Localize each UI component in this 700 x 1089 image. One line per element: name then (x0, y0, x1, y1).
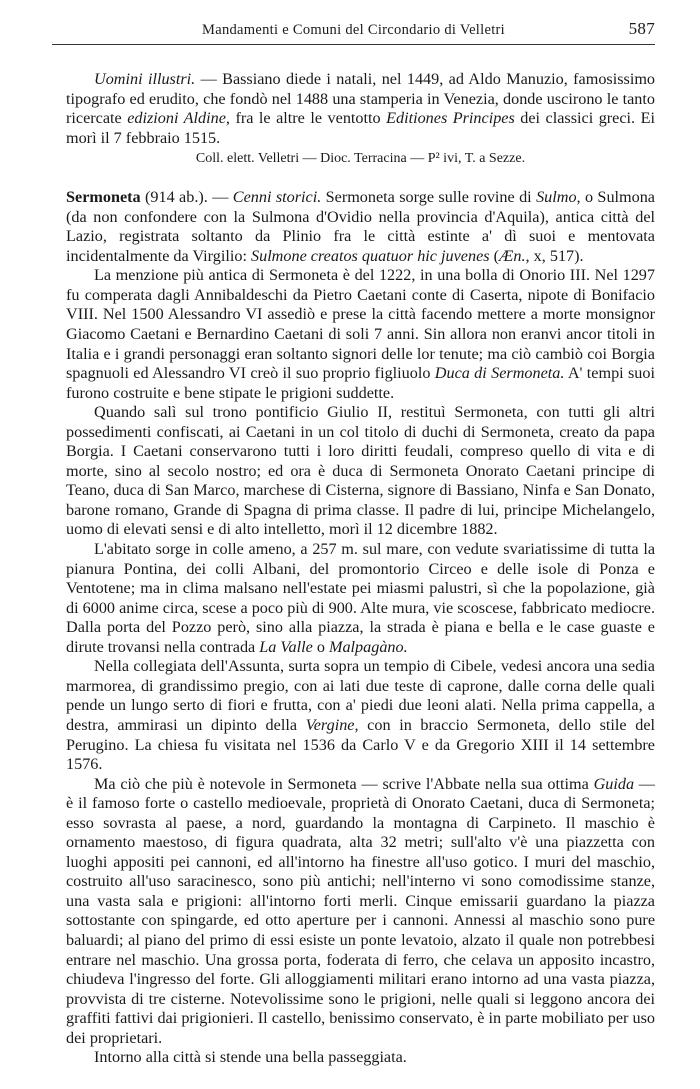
paragraph-giulio-ii: Quando salì sul trono pontificio Giulio II, restituì Sermoneta, con tutti gli altri possedimenti confiscati, ai Caetani in un col titolo di duchi di Sermoneta, creato da papa Borgia. I Caetani conservarono tutti i loro diritti feudali, compreso quello di vita e di morte, sino al secolo nostro; ed ora è duca di Sermoneta Onorato Caetani principe di Teano, duca di San Marco, marchese di Cisterna, signore di Bassiano, Ninfa e San Donato, barone romano, Grande di Spagna di prima classe. Il padre di lui, principe Michelangelo, uomo di elevati sensi e di alto intelletto, morì il 12 dicembre 1882. (66, 403, 655, 539)
paragraph-sermoneta-cenni (66, 188, 655, 266)
running-title: Mandamenti e Comuni del Circondario di Velletri (202, 22, 505, 38)
text-run-italic: Editiones Principes (386, 109, 515, 128)
text-run-italic: Sulmo, (536, 188, 581, 207)
text-run-italic: Vergine, (305, 715, 359, 734)
section-heading-cenni-storici: Cenni storici. (232, 188, 322, 207)
text-run: A' tempi suoi furono costruite e bene stipate le prigioni suddette. (66, 364, 655, 402)
text-run: dei classici greci. Ei morì il 7 febbraio 1515. (66, 109, 655, 147)
section-heading-uomini-illustri: Uomini illustri. (94, 70, 196, 88)
text-run-italic: Guida (593, 774, 635, 793)
text-run: o Sulmona (da non confondere con la Sulmona d'Ovidio nella provincia d'Aquila), antica città del Lazio, registrata soltanto da Plinio fra le città estinte a' dì suoi e mentovata incidentalmente da Virgilio: (66, 188, 655, 265)
text-run: Nella collegiata dell'Assunta, surta sopra un tempio di Cibele, vedesi ancora una sedia marmorea, di grandissimo pregio, con ai lati due teste di caprone, dalle corna delle quali pende un lungo serto di fiori e frutta, con a' piedi due leoni alati. Nella prima cappella, a destra, ammirasi un dipinto della (66, 657, 655, 734)
paragraph-passeggiata: Intorno alla città si stende una bella passeggiata. (94, 1048, 407, 1067)
text-run: Ma ciò che più è notevole in Sermoneta — scrive l'Abbate nella sua ottima (94, 774, 594, 793)
text-run-italic: Malpagàno. (328, 637, 408, 656)
text-run: L'abitato sorge in colle ameno, a 257 m. sul mare, con vedute svariatissime di tutta la pianura Pontina, dei colli Albani, del promontorio Circeo e delle isole di Ponza e Ventotene; ma in clima malsano nell'estate pei miasmi palustri, sì che la popolazione, già di 6000 anime circa, scese a poco più di 900. Alte mura, vie scoscese, fabbricato mediocre. Dalla porta del Pozzo però, sino alla piazza, la strada è piana e bella e le case guaste e dirute trovansi nella contrada (66, 540, 655, 656)
text-run-italic: Æn., (499, 246, 530, 265)
page-body (66, 70, 655, 1068)
paragraph-abitato (66, 540, 655, 657)
text-run: Sermoneta sorge sulle rovine di (321, 188, 537, 207)
text-run: — è il famoso forte o castello medioevale, proprietà di Onorato Caetani, duca di Sermoneta; esso sovrasta al paese, a nord, guardando la montagna di Carpineto. Il maschio è ornamento maestoso, di figura quadrata, alta 32 metri; sull'alto v'è una piazzetta con luoghi appositi pei cannoni, ed all'intorno ha finestre all'uso gotico. I muri del maschio, costruito all'uso saracinesco, sono più antichi; nell'interno vi sono comodissime stanze, una vasta sala e prigioni: all'intorno forti merli. Cinque emissarii guardano la piazza sottostante con spingarde, ed otto aperture per i cannoni. Annessi al maschio sono pure baluardi; al piano del primo di essi esiste un ponte levatoio, alzato il quale non potrebbesi entrare nel maschio. Una grossa porta, foderata di ferro, che celava un apposito incastro, chiudeva l'ingresso del forte. Gli alloggiamenti militari erano intorno ad una vasta piazza, provvista di tre cisterne. Notevolissime sono le prigioni, nelle quali si leggono ancora dei graffiti fattivi dai prigionieri. Il castello, benissimo conservato, è in parte mobiliato per uso dei proprietari. (66, 774, 655, 1047)
text-run: — Bassiano diede i natali, nel 1449, ad Aldo Manuzio, famosissimo tipografo ed erudito, che fondò nel 1488 una stamperia in Venezia, donde uscirono le tanto ricercate (66, 70, 656, 128)
paragraph-collegiata (66, 657, 655, 774)
text-run: (914 ab.). — (140, 188, 233, 207)
text-run: con in braccio Sermoneta, dello stile del Perugino. La chiesa fu visitata nel 1536 da Carlo V e da Gregorio XIII il 14 settembre 1576. (66, 715, 655, 774)
entry-title-sermoneta: Sermoneta (66, 188, 141, 207)
page-number: 587 (628, 19, 655, 38)
text-run-italic: edizioni Aldine, (127, 109, 230, 128)
collegio-line: Coll. elett. Velletri — Dioc. Terracina — P² ivi, T. a Sezze. (195, 151, 526, 167)
text-run: x, 517). (529, 246, 584, 265)
text-run-italic: La Valle (259, 637, 313, 656)
text-run: o (312, 637, 329, 656)
paragraph-uomini-illustri (66, 70, 655, 148)
paragraph-castello (66, 775, 655, 1049)
text-run-italic: Duca di Sermoneta. (434, 364, 565, 383)
text-run: La menzione più antica di Sermoneta è del 1222, in una bolla di Onorio III. Nel 1297 fu comperata dagli Annibaldeschi da Pietro Caetani conte di Caserta, nipote di Bonifacio VIII. Nel 1500 Alessandro VI assediò e prese la città facendo mettere a morte monsignor Giacomo Caetani e Bernardino Caetani di soli 7 anni. Sin allora non eranvi ancor titoli in Italia e i grandi personaggi eran soltanto signori delle lor tenute; ma ciò cambiò coi Borgia spagnuoli ed Alessandro VI creò il suo proprio figliuolo (66, 266, 655, 383)
running-header (52, 18, 655, 45)
paragraph-menzione (66, 266, 655, 403)
text-run-italic: Sulmone creatos quatuor hic juvenes (251, 246, 490, 265)
text-run: fra le altre le ventotto (229, 109, 387, 128)
text-run: ( (489, 246, 500, 265)
